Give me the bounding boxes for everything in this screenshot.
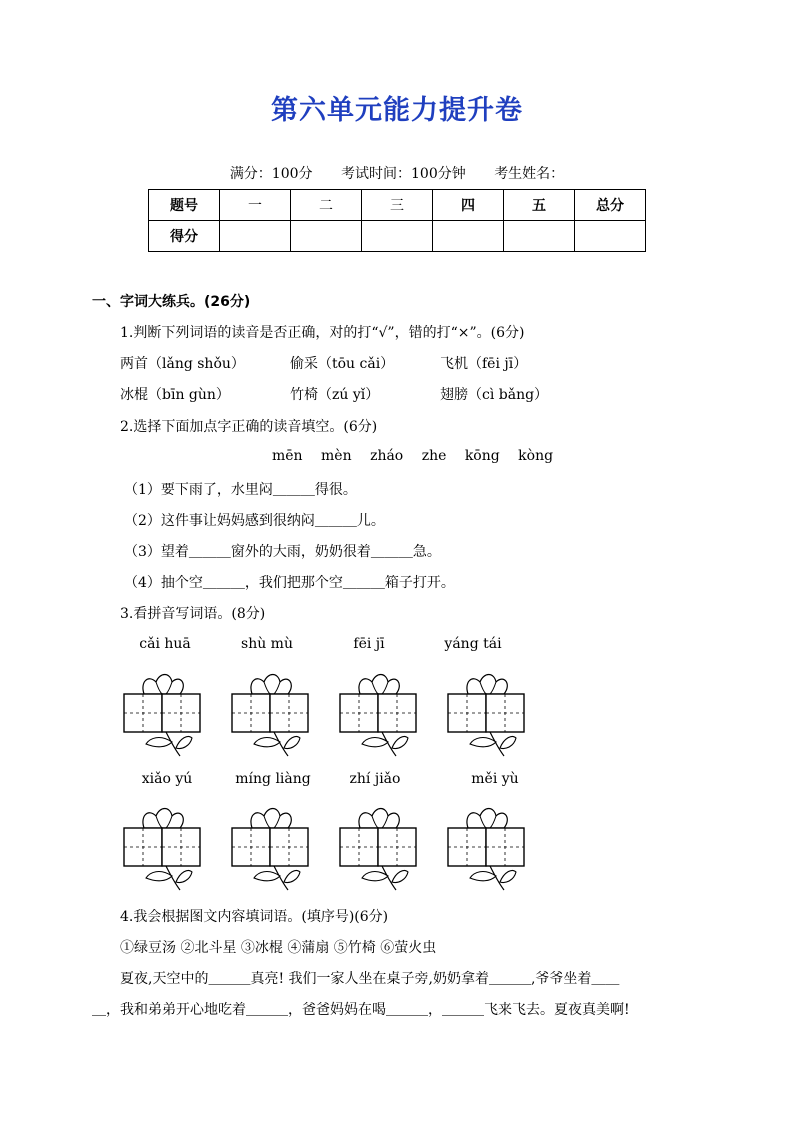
q1-item: 两首（lǎng shǒu） [120, 356, 245, 372]
pinyin-option: zháo [370, 448, 404, 464]
q1-item: 翅膀（cì bǎng） [440, 387, 549, 403]
writing-grid-box[interactable] [122, 668, 202, 758]
score-table [148, 189, 646, 252]
pinyin-word: yáng tái [444, 636, 502, 652]
header-cell: 三 [362, 190, 433, 221]
writing-grid-box[interactable] [338, 802, 418, 892]
score-cell[interactable] [433, 221, 504, 252]
q2-item: （3）望着＿＿＿窗外的大雨，奶奶很着＿＿＿急。 [124, 544, 441, 560]
header-cell: 题号 [149, 190, 220, 221]
pinyin-option: mèn [321, 448, 352, 464]
pinyin-word: cǎi huā [139, 636, 191, 652]
header-cell: 五 [504, 190, 575, 221]
writing-grid-box[interactable] [338, 668, 418, 758]
pinyin-option: mēn [272, 448, 303, 464]
header-cell: 二 [291, 190, 362, 221]
pinyin-word: míng liàng [235, 771, 311, 787]
pinyin-word: xiǎo yú [141, 771, 193, 787]
pinyin-word: fēi jī [353, 636, 385, 652]
student-name-label: 考生姓名： [494, 166, 565, 182]
q2-pinyin-options [272, 448, 567, 464]
q1-item: 冰棍（bīn gùn） [120, 387, 230, 403]
score-cell[interactable] [575, 221, 646, 252]
exam-info [0, 163, 794, 183]
pinyin-word: měi yù [471, 771, 519, 787]
writing-grid-box[interactable] [230, 802, 310, 892]
q1-prompt: 1.判断下列词语的读音是否正确，对的打“√”，错的打“×”。(6分) [120, 325, 525, 341]
pinyin-option: kōng [464, 448, 500, 464]
writing-grid-box[interactable] [230, 668, 310, 758]
page-title: 第六单元能力提升卷 [271, 95, 523, 126]
q1-item: 偷采（tōu cǎi） [290, 356, 395, 372]
pinyin-option: zhe [421, 448, 447, 464]
exam-time: 考试时间：100分钟 [341, 166, 466, 182]
score-cell[interactable] [220, 221, 291, 252]
header-cell: 四 [433, 190, 504, 221]
header-cell: 总分 [575, 190, 646, 221]
score-table-row [149, 221, 646, 252]
q2-prompt: 2.选择下面加点字正确的读音填空。(6分) [120, 419, 378, 435]
writing-grid-box[interactable] [446, 802, 526, 892]
pinyin-word: zhí jiǎo [349, 771, 401, 787]
q3-prompt: 3.看拼音写词语。(8分) [120, 606, 266, 622]
q4-options: ①绿豆汤 ②北斗星 ③冰棍 ④蒲扇 ⑤竹椅 ⑥萤火虫 [120, 940, 437, 956]
score-cell[interactable] [362, 221, 433, 252]
header-cell: 一 [220, 190, 291, 221]
q2-item: （1）要下雨了，水里闷＿＿＿得很。 [124, 482, 357, 498]
q4-prompt: 4.我会根据图文内容填词语。(填序号)(6分) [120, 909, 389, 925]
full-score: 满分：100分 [229, 166, 313, 182]
score-table-header [149, 190, 646, 221]
section-heading: 一、字词大练兵。(26分) [92, 294, 251, 310]
writing-grid-box[interactable] [446, 668, 526, 758]
q4-text-line: 夏夜,天空中的＿＿＿真亮! 我们一家人坐在桌子旁,奶奶拿着＿＿＿,爷爷坐着＿＿ [120, 971, 620, 987]
score-cell[interactable] [504, 221, 575, 252]
writing-grid-box[interactable] [122, 802, 202, 892]
pinyin-option: kòng [518, 448, 554, 464]
score-cell[interactable] [291, 221, 362, 252]
q2-item: （2）这件事让妈妈感到很纳闷＿＿＿儿。 [124, 513, 385, 529]
q1-item: 飞机（fēi jī） [440, 356, 528, 372]
q2-item: （4）抽个空＿＿＿，我们把那个空＿＿＿箱子打开。 [124, 575, 455, 591]
q1-item: 竹椅（zú yǐ） [290, 387, 380, 403]
pinyin-word: shù mù [241, 636, 293, 652]
q4-text-line: ＿，我和弟弟开心地吃着＿＿＿，爸爸妈妈在喝＿＿＿，＿＿＿飞来飞去。夏夜真美啊! [92, 1002, 630, 1018]
score-row-label: 得分 [149, 221, 220, 252]
